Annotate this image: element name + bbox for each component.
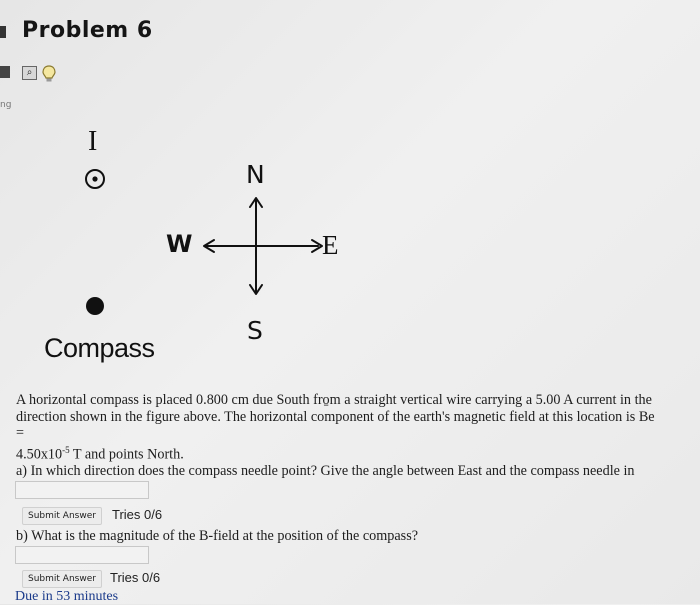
submit-answer-b-button[interactable]: Submit Answer: [22, 570, 102, 588]
tries-a-counter: Tries 0/6: [112, 507, 163, 522]
part-a-question: a) In which direction does the compass needle point? Give the angle between East and the compass needle in: [16, 463, 635, 480]
problem-line: direction shown in the figure above. The horizontal component of the earth's magnetic field at this location is Be =: [16, 408, 655, 442]
problem-line: [16, 442, 666, 463]
sidebar-edge-text: ng: [0, 100, 12, 110]
south-label: S: [247, 316, 263, 345]
exponent: -5: [62, 444, 70, 455]
current-out-of-page-icon: [84, 168, 106, 190]
sidebar-edge: [0, 66, 10, 78]
north-label: N: [246, 160, 265, 189]
due-date: Due in 53 minutes: [15, 589, 119, 604]
submit-answer-a-button[interactable]: Submit Answer: [22, 507, 102, 525]
title-marker: [0, 26, 6, 38]
magnifier-icon[interactable]: ⌕: [22, 66, 37, 80]
east-label: E: [322, 230, 339, 260]
problem-value: 4.50x10: [16, 446, 63, 463]
problem-value-unit: T and points North.: [69, 446, 184, 463]
part-b-question: b) What is the magnitude of the B-field at the position of the compass?: [16, 528, 419, 544]
compass-dot: [86, 297, 104, 315]
answer-b-input[interactable]: [15, 546, 149, 564]
problem-line: A horizontal compass is placed 0.800 cm due South fro̱m a straight vertical wire carrying a 5.00 A current in the: [16, 392, 652, 408]
lightbulb-icon[interactable]: [40, 64, 58, 84]
west-label: W: [166, 230, 193, 258]
current-label: I: [88, 126, 98, 157]
compass-label: Compass: [44, 333, 155, 363]
answer-a-input[interactable]: [15, 481, 149, 499]
page-title: Problem 6: [22, 18, 153, 43]
direction-cross: [200, 190, 326, 302]
tries-b-counter: Tries 0/6: [110, 570, 161, 585]
